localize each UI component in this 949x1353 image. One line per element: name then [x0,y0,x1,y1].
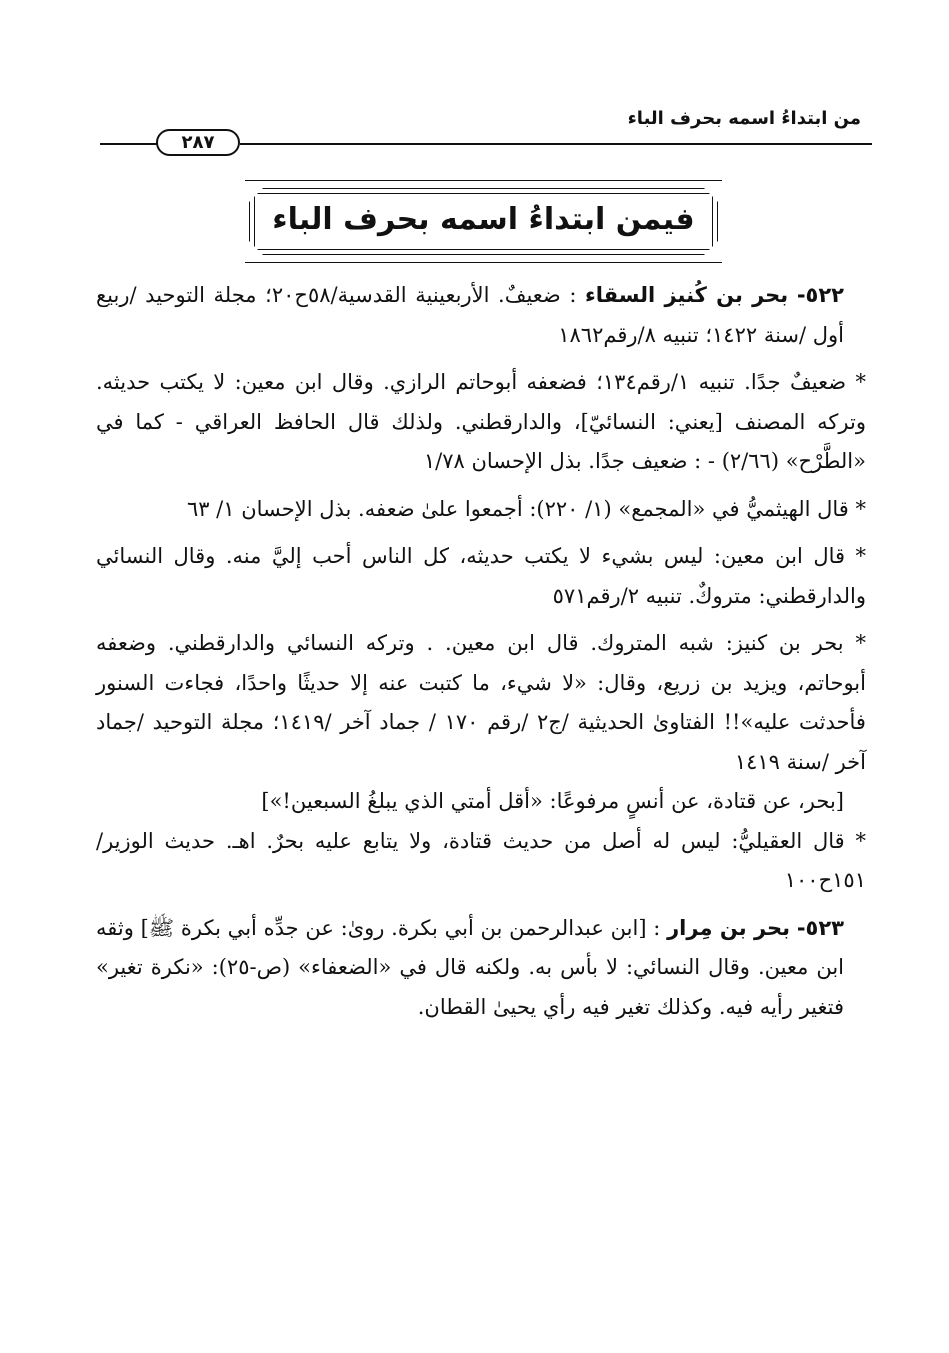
section-title: فيمن ابتداءُ اسمه بحرف الباء [272,202,695,237]
running-head-title: من ابتداءُ اسمه بحرف الباء [627,108,861,129]
entry-text: : ضعيفٌ. الأربعينية القدسية/٥٨ح٢٠؛ مجلة التوحيد /ربيع أول /سنة ١٤٢٢؛ تنبيه ٨/رقم١٨٦٢ [96,283,844,347]
header-rule-right [240,143,872,145]
note-paragraph: * ضعيفٌ جدًا. تنبيه ١/رقم١٣٤؛ فضعفه أبوحاتم الرازي. وقال ابن معين: لا يكتب حديثه. وتركه المصنف [يعني: النسائيّ]، والدارقطني. ولذلك قال الحافظ العراقي - كما في «الطَّرْح» (٢/٦٦) - : ضعيف جدًا. بذل الإحسان ١/٧٨ [96,370,866,473]
note-paragraph: * قال ابن معين: ليس بشيء لا يكتب حديثه، كل الناس أحب إليَّ منه. وقال النسائي والدارقطني: متروكٌ. تنبيه ٢/رقم٥٧١ [96,544,866,608]
entry-523 [96,909,866,1028]
hadith-quote: [بحر، عن قتادة، عن أنسٍ مرفوعًا: «أقل أمتي الذي يبلغُ السبعين!»] [261,789,844,813]
entry-number: ٥٢٢- [796,283,844,307]
note-paragraph: * بحر بن كنيز: شبه المتروك. قال ابن معين. . وتركه النسائي والدارقطني. وضعفه أبوحاتم، ويزيد بن زريع، وقال: «لا شيء، ما كتبت عنه إلا حديثًا واحدًا، فجاءت السنور فأحدثت عليه»!! الفتاوىٰ الحديثية /ج٢ /رقم ١٧٠ / جماد آخر /١٤١٩؛ مجلة التوحيد /جماد آخر /سنة ١٤١٩ [96,631,866,774]
title-frame-top-line [245,180,722,181]
narrator-name: بحر بن مِرار [667,915,791,940]
header-rule-left [100,143,158,145]
narrator-name: بحر بن كُنيز السقاء [585,283,789,307]
body-text [96,276,866,1035]
entry-text: : [ابن عبدالرحمن بن أبي بكرة. روىٰ: عن جدِّه أبي بكرة ﷺ] وثقه ابن معين. وقال النسائي: لا بأس به. ولكنه قال في «الضعفاء» (ص-٢٥): «نكرة تغير» فتغير رأيه فيه. وكذلك تغير فيه رأي يحيىٰ القطان. [96,915,844,1019]
title-frame-bottom-line [245,262,722,263]
entry-number: ٥٢٣- [796,915,844,940]
page-number: ٢٨٧ [156,129,240,156]
note-paragraph: * قال الهيثميُّ في «المجمع» (١/ ٢٢٠): أجمعوا علىٰ ضعفه. بذل الإحسان ١/ ٦٣ [186,496,866,521]
note-paragraph: * قال العقيليُّ: ليس له أصل من حديث قتادة، ولا يتابع عليه بحرٌ. اهـ. حديث الوزير/١٥١ح١٠٠ [96,828,866,892]
entry-522 [96,276,866,355]
